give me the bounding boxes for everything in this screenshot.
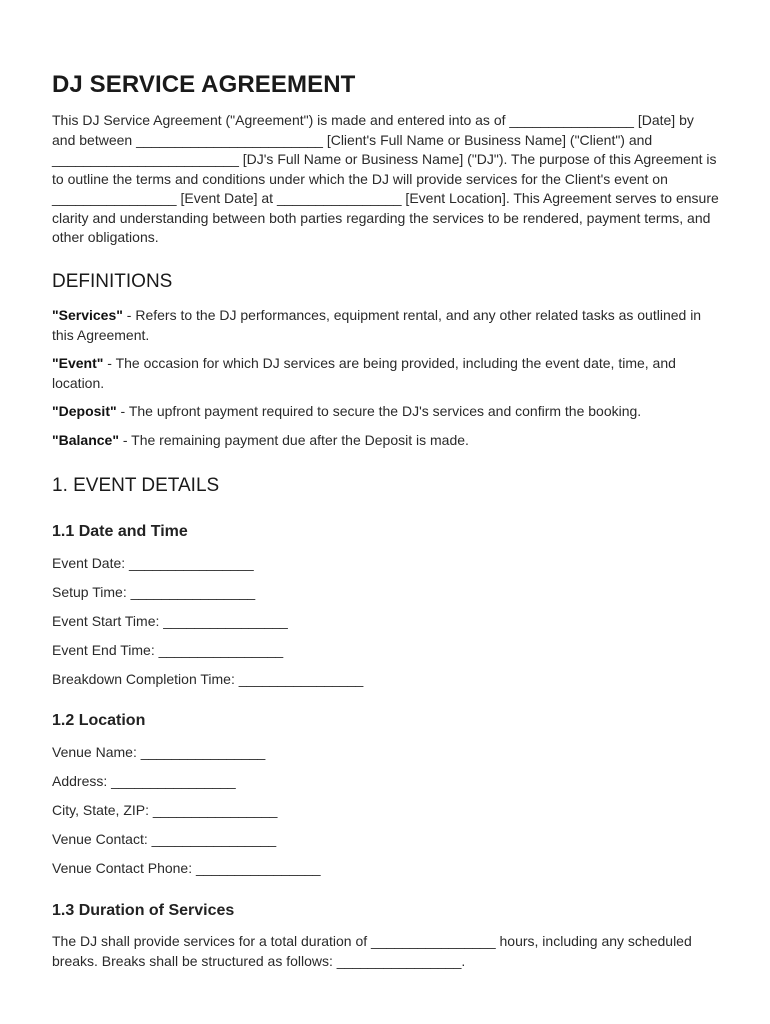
event-date-field: Event Date: ________________	[52, 555, 254, 571]
definition-event	[52, 354, 720, 393]
definition-term: "Event"	[52, 355, 104, 371]
definition-term: "Deposit"	[52, 403, 117, 419]
venue-name-field: Venue Name: ________________	[52, 744, 266, 760]
definition-text: - The occasion for which DJ services are being provided, including the event date, time, and location.	[52, 355, 676, 391]
venue-contact-phone-field: Venue Contact Phone: ________________	[52, 860, 321, 876]
event-details-heading: 1. EVENT DETAILS	[52, 475, 220, 496]
definition-text: - The upfront payment required to secure the DJ's services and confirm the booking.	[116, 403, 642, 419]
venue-contact-field: Venue Contact: ________________	[52, 831, 277, 847]
document-title: DJ SERVICE AGREEMENT	[52, 71, 356, 98]
definition-balance	[52, 431, 720, 451]
breakdown-time-field: Breakdown Completion Time: ________________	[52, 671, 364, 687]
intro-paragraph: This DJ Service Agreement ("Agreement") is made and entered into as of ________________ [Date] by and between ________________________ [Client's Full Name or Business Name] ("Client") and ________________________ [DJ's Full Name or Business Name] ("DJ"). The purpose of this Agreement is to outline the terms and conditions under which the DJ will provide services for the Client's event on ________________ [Event Date] at ________________ [Event Location]. This Agreement serves to ensure clarity and understanding between both parties regarding the services to be rendered, payment terms, and other obligations.	[52, 112, 719, 245]
city-state-zip-field: City, State, ZIP: ________________	[52, 802, 278, 818]
event-start-time-field: Event Start Time: ________________	[52, 613, 288, 629]
event-end-time-field: Event End Time: ________________	[52, 642, 284, 658]
duration-paragraph: The DJ shall provide services for a total duration of ________________ hours, including any scheduled breaks. Breaks shall be structured as follows: ________________.	[52, 933, 692, 969]
definition-text: - Refers to the DJ performances, equipment rental, and any other related tasks as outlined in this Agreement.	[52, 307, 702, 343]
duration-heading: 1.3 Duration of Services	[52, 902, 235, 919]
definition-text: - The remaining payment due after the Deposit is made.	[118, 432, 469, 448]
definition-services	[52, 306, 720, 345]
definition-term: "Services"	[52, 307, 123, 323]
location-heading: 1.2 Location	[52, 712, 146, 729]
date-time-heading: 1.1 Date and Time	[52, 523, 188, 540]
definition-term: "Balance"	[52, 432, 119, 448]
address-field: Address: ________________	[52, 773, 236, 789]
definition-deposit	[52, 402, 720, 422]
definitions-heading: DEFINITIONS	[52, 271, 173, 292]
setup-time-field: Setup Time: ________________	[52, 584, 256, 600]
